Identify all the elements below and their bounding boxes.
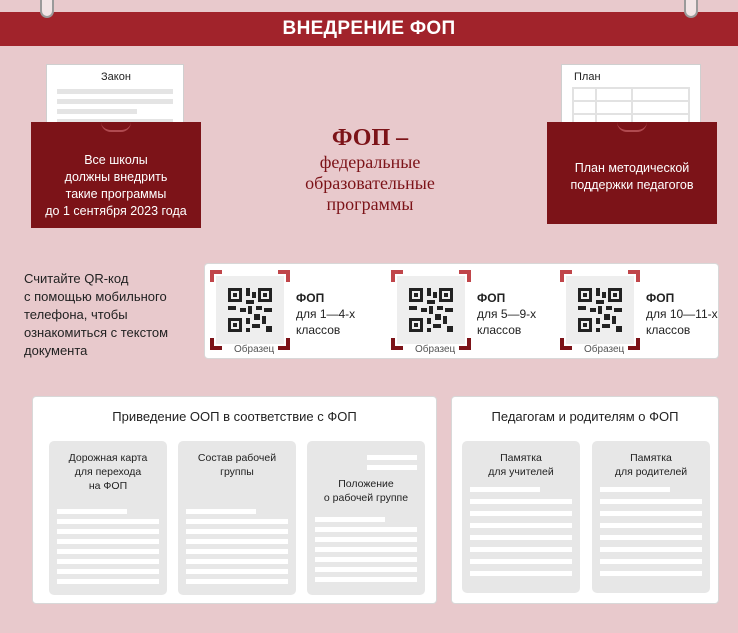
sample-label: Образец	[234, 344, 275, 355]
qr-item-grades: для 10—11-х	[646, 307, 718, 321]
qr-code-icon	[578, 288, 622, 332]
qr-item-title: ФОП	[646, 291, 675, 305]
card-working-group[interactable]	[178, 441, 296, 595]
qr-instruction-line: с помощью мобильного	[24, 289, 167, 304]
law-folder-line-1: Все школы	[84, 153, 148, 167]
qr-code-icon	[409, 288, 453, 332]
sample-label: Образец	[415, 344, 456, 355]
fop-line-1: федеральные	[319, 152, 421, 172]
law-folder-line-2: должны внедрить	[64, 170, 168, 184]
card-title-line: Положение	[338, 478, 394, 490]
fop-line-2: образовательные	[305, 173, 435, 193]
plan-folder-line-2: поддержки педагогов	[570, 178, 694, 192]
qr-instruction-line: ознакомиться с текстом	[24, 325, 169, 340]
qr-item-grades: для 5—9-х	[477, 307, 537, 321]
card-title-line: для учителей	[488, 466, 554, 478]
card-title	[307, 477, 425, 505]
law-folder-line-4: до 1 сентября 2023 года	[45, 204, 187, 218]
qr-frame	[391, 270, 471, 350]
card-title-line: о рабочей группе	[323, 492, 409, 504]
card-title	[178, 451, 296, 479]
card-regulation[interactable]	[307, 441, 425, 595]
qr-item-title: ФОП	[296, 291, 325, 305]
card-title-line: Памятка	[630, 452, 672, 464]
fop-abbr: ФОП –	[331, 125, 409, 151]
qr-item-grades-10-11[interactable]	[560, 270, 720, 356]
page-header	[0, 12, 738, 46]
page-title: ВНЕДРЕНИЕ ФОП	[282, 18, 456, 39]
fop-definition	[270, 124, 470, 215]
qr-item-label	[646, 290, 718, 338]
qr-code-icon	[228, 288, 272, 332]
qr-item-grades: классов	[646, 323, 691, 337]
plan-folder-line-1: План методической	[574, 161, 690, 175]
card-title-line: Дорожная карта	[68, 452, 148, 464]
oop-panel	[32, 396, 437, 604]
oop-panel-title: Приведение ООП в соответствие с ФОП	[112, 409, 357, 424]
card-title	[462, 451, 580, 479]
qr-instruction	[24, 270, 204, 360]
plan-document-title: План	[574, 71, 601, 83]
sample-label: Образец	[584, 344, 625, 355]
qr-item-grades: классов	[477, 323, 522, 337]
card-title-line: для родителей	[614, 466, 688, 478]
qr-instruction-line: документа	[24, 343, 88, 358]
qr-instruction-line: Считайте QR-код	[24, 271, 129, 286]
binder-ring-right	[684, 0, 698, 18]
card-title-line: для перехода	[74, 466, 142, 478]
card-roadmap[interactable]	[49, 441, 167, 595]
card-title-line: группы	[220, 466, 254, 478]
qr-frame	[560, 270, 640, 350]
qr-item-grades-5-9[interactable]	[391, 270, 551, 356]
qr-panel	[204, 263, 719, 359]
law-folder	[31, 122, 201, 228]
law-document-title: Закон	[101, 71, 131, 83]
card-parents-memo[interactable]	[592, 441, 710, 593]
qr-item-label	[296, 290, 355, 338]
teachers-panel-title: Педагогам и родителям о ФОП	[491, 409, 679, 424]
law-document-shadow	[54, 74, 182, 124]
teachers-parents-panel	[451, 396, 719, 604]
qr-frame	[210, 270, 290, 350]
card-title-line: Памятка	[500, 452, 542, 464]
law-folder-line-3: такие программы	[65, 187, 167, 201]
card-teachers-memo[interactable]	[462, 441, 580, 593]
qr-item-grades-1-4[interactable]	[210, 270, 370, 356]
card-title-line: на ФОП	[88, 480, 128, 492]
qr-instruction-line: телефона, чтобы	[24, 307, 128, 322]
qr-item-grades: для 1—4-х	[296, 307, 356, 321]
card-title	[49, 451, 167, 493]
card-title	[592, 451, 710, 479]
folder-notch	[101, 122, 131, 132]
qr-item-label	[477, 290, 536, 338]
card-title-line: Состав рабочей	[197, 452, 277, 464]
folder-notch	[617, 122, 647, 132]
plan-folder	[547, 122, 717, 224]
binder-ring-left	[40, 0, 54, 18]
qr-item-grades: классов	[296, 323, 341, 337]
fop-line-3: программы	[326, 194, 414, 214]
qr-item-title: ФОП	[477, 291, 506, 305]
